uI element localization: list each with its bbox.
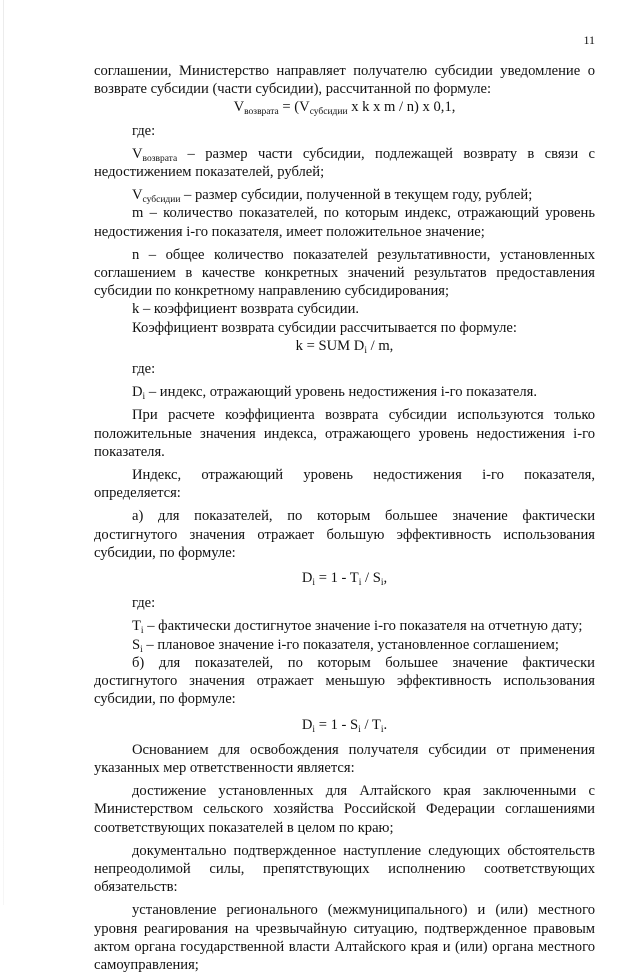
paragraph-notice: соглашении, Министерство направляет получателю субсидии уведомление о возврате субсидии (части субсидии), рассчитанной по формуле: — [94, 63, 595, 98]
formula-coefficient: k = SUM $D_i$ / m, — [295, 337, 394, 356]
formula-index-a: $D_i = 1 - T_i / S_i$, — [301, 570, 388, 589]
paragraph-coefficient: Коэффициент возврата субсидии рассчитывается по формуле: — [132, 319, 517, 336]
where-label: где: — [132, 595, 156, 612]
where-label: где: — [132, 361, 156, 378]
paragraph-case-b: б) для показателей, по которым большее значение фактически достигнутого значения отражает меньшую эффективность использования субсидии, по формуле: — [94, 654, 595, 708]
document-body — [94, 62, 595, 974]
paragraph-index: Индекс, отражающий уровень недостижения i-го показателя, определяется: — [94, 467, 595, 502]
paragraph-exemption: Основанием для освобождения получателя субсидии от применения указанных мер ответственности является: — [94, 741, 595, 776]
definition-v-refund: $V_{возврата}$ – размер части субсидии, подлежащей возврату в связи с недостижением показателей, рублей; — [94, 145, 595, 181]
definition-m: m – количество показателей, по которым индекс, отражающий уровень недостижения i-го показателя, имеет положительное значение; — [94, 205, 595, 240]
formula-refund: $V_{возврата} = (V_{субсидии}$ x k x m / n) x 0,1, — [233, 99, 456, 118]
paragraph-force-majeure: документально подтвержденное наступление следующих обстоятельств непреодолимой силы, препятствующих исполнению соответствующих обязательств: — [94, 842, 595, 896]
definition-k: k – коэффициент возврата субсидии. — [132, 301, 360, 318]
definition-v-subsidy: $V_{субсидии}$ – размер субсидии, полученной в текущем году, рублей; — [132, 187, 533, 206]
paragraph-emergency: установление регионального (межмуниципального) и (или) местного уровня реагирования на чрезвычайную ситуацию, подтвержденное правовым актом органа государственной власти Алтайского края и (или) органа местного самоуправления; — [94, 902, 595, 973]
definition-si: $S_i$ – плановое значение i-го показателя, установленное соглашением; — [132, 636, 559, 655]
scan-edge — [3, 0, 4, 905]
paragraph-achievement: достижение установленных для Алтайского края заключенными с Министерством сельского хозяйства Российской Федерации соглашениями соответствующих показателей в целом по краю; — [94, 783, 595, 836]
formula-index-b: $D_i = 1 - S_i / T_i$. — [301, 716, 388, 735]
where-label: где: — [132, 122, 156, 139]
definition-n: n – общее количество показателей результативности, установленных соглашением в качестве конкретных значений результатов предоставления субсидии по конкретному направлению субсидирования; — [94, 246, 595, 300]
paragraph-case-a: а) для показателей, по которым большее значение фактически достигнутого значения отражает большую эффективность использования субсидии, по формуле: — [94, 508, 595, 561]
paragraph-calculation: При расчете коэффициента возврата субсидии используются только положительные значения индекса, отражающего уровень недостижения i-го показателя. — [94, 407, 595, 460]
definition-ti: $T_i$ – фактически достигнутое значение i-го показателя на отчетную дату; — [132, 618, 583, 637]
definition-di: $D_i$ – индекс, отражающий уровень недостижения i-го показателя. — [132, 384, 537, 403]
page-number: 11 — [583, 33, 595, 47]
